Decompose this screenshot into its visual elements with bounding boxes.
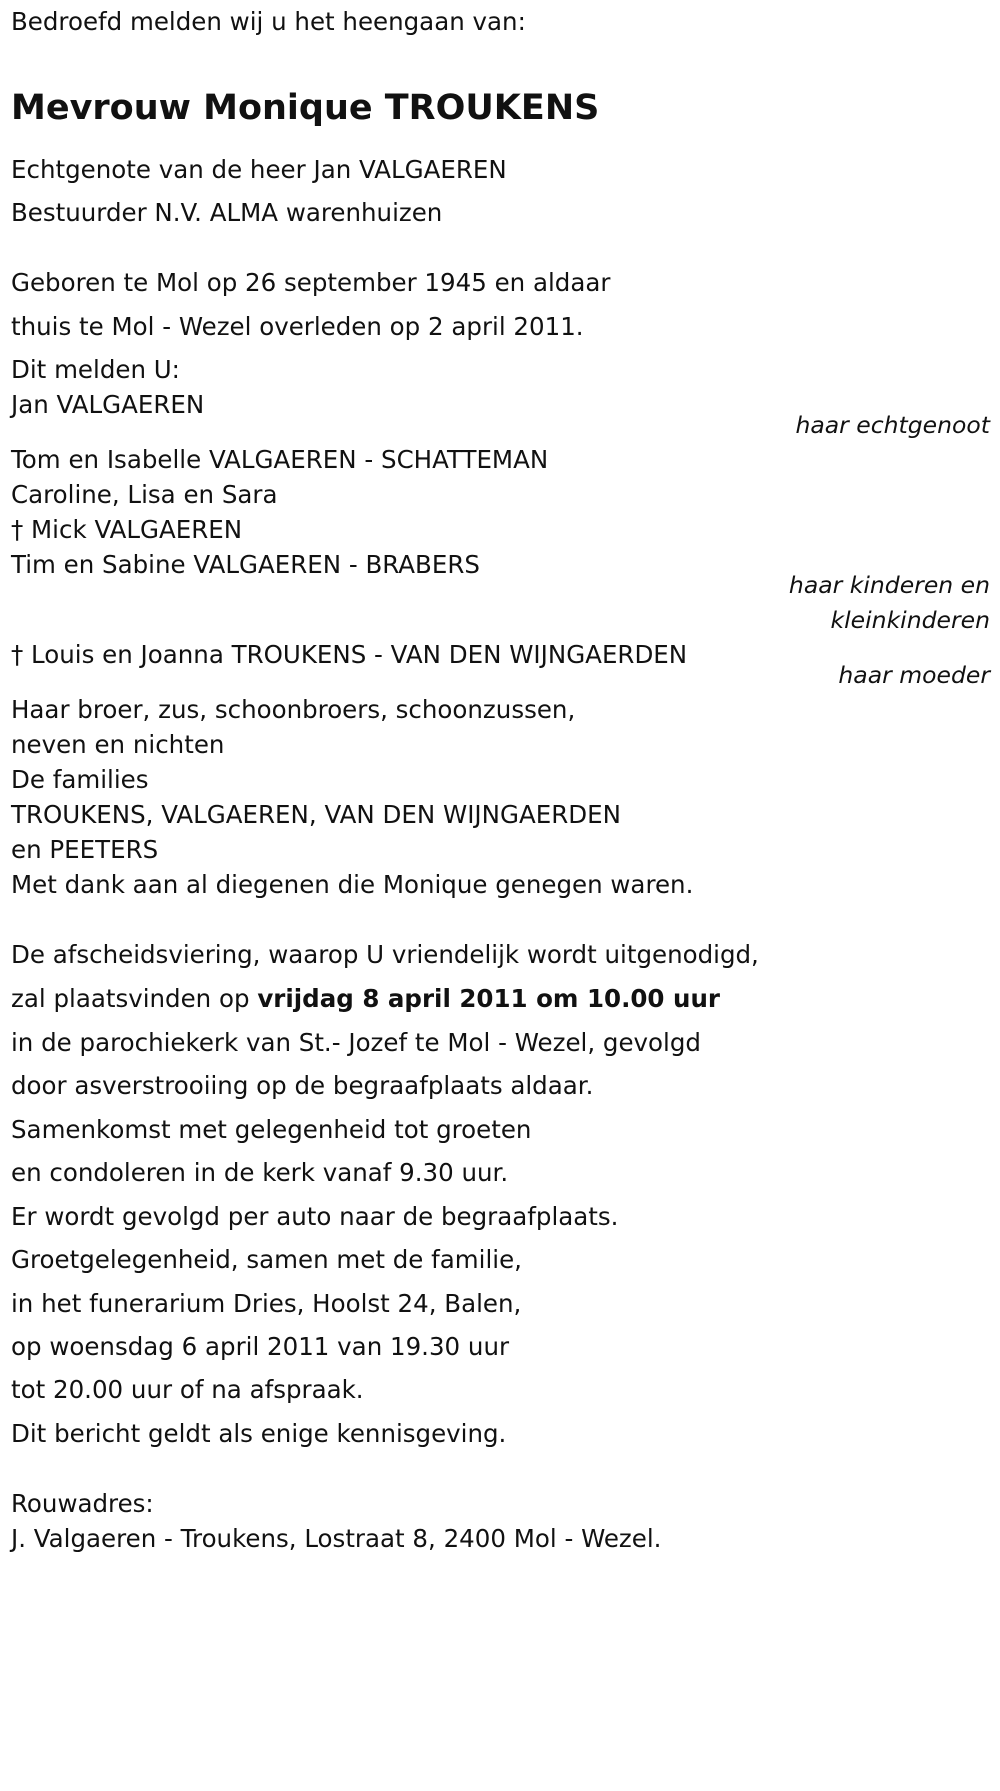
child-3-name: Tim en Sabine VALGAEREN - BRABERS bbox=[11, 550, 480, 579]
parents-line bbox=[11, 640, 687, 670]
ceremony-line-10: op woensdag 6 april 2011 van 19.30 uur bbox=[11, 1332, 510, 1361]
relatives-line-1: Haar broer, zus, schoonbroers, schoonzussen, bbox=[11, 695, 576, 724]
occupation-line: Bestuurder N.V. ALMA warenhuizen bbox=[11, 198, 443, 227]
parents-names: Louis en Joanna TROUKENS - VAN DEN WIJNGAERDEN bbox=[31, 640, 688, 669]
deceased-name: Mevrouw Monique TROUKENS bbox=[11, 88, 600, 128]
ceremony-line-1: De afscheidsviering, waarop U vriendelijk wordt uitgenodigd, bbox=[11, 940, 759, 969]
grandchildren-names: Caroline, Lisa en Sara bbox=[11, 480, 278, 509]
address-value: J. Valgaeren - Troukens, Lostraat 8, 2400 Mol - Wezel. bbox=[11, 1524, 662, 1553]
thanks-line: Met dank aan al diegenen die Monique genegen waren. bbox=[11, 870, 694, 899]
ceremony-line-2-prefix: zal plaatsvinden op bbox=[11, 984, 258, 1013]
cross-icon: † bbox=[11, 515, 24, 544]
ceremony-date-time: vrijdag 8 april 2011 om 10.00 uur bbox=[257, 984, 720, 1013]
announced-by-label: Dit melden U: bbox=[11, 355, 180, 384]
birth-line: Geboren te Mol op 26 september 1945 en aldaar bbox=[11, 268, 611, 297]
ceremony-line-12: Dit bericht geldt als enige kennisgeving. bbox=[11, 1419, 507, 1448]
intro-text: Bedroefd melden wij u het heengaan van: bbox=[11, 7, 526, 36]
husband-name: Jan VALGAEREN bbox=[11, 390, 205, 419]
spouse-line: Echtgenote van de heer Jan VALGAEREN bbox=[11, 155, 507, 184]
cross-icon: † bbox=[11, 640, 24, 669]
families-names-2: en PEETERS bbox=[11, 835, 159, 864]
child-2-line bbox=[11, 515, 242, 545]
ceremony-line-7: Er wordt gevolgd per auto naar de begraafplaats. bbox=[11, 1202, 619, 1231]
ceremony-line-11: tot 20.00 uur of na afspraak. bbox=[11, 1375, 364, 1404]
families-label: De families bbox=[11, 765, 149, 794]
ceremony-line-2 bbox=[11, 984, 720, 1014]
ceremony-line-6: en condoleren in de kerk vanaf 9.30 uur. bbox=[11, 1158, 509, 1187]
ceremony-line-3: in de parochiekerk van St.- Jozef te Mol - Wezel, gevolgd bbox=[11, 1028, 701, 1057]
ceremony-line-9: in het funerarium Dries, Hoolst 24, Balen, bbox=[11, 1289, 522, 1318]
husband-role: haar echtgenoot bbox=[795, 411, 990, 439]
ceremony-line-8: Groetgelegenheid, samen met de familie, bbox=[11, 1245, 522, 1274]
children-role-line-2: kleinkinderen bbox=[830, 606, 990, 634]
families-names-1: TROUKENS, VALGAEREN, VAN DEN WIJNGAERDEN bbox=[11, 800, 621, 829]
child-1-name: Tom en Isabelle VALGAEREN - SCHATTEMAN bbox=[11, 445, 549, 474]
address-label: Rouwadres: bbox=[11, 1489, 154, 1518]
children-role-line-1: haar kinderen en bbox=[788, 571, 990, 599]
mother-role: haar moeder bbox=[838, 661, 990, 689]
death-line: thuis te Mol - Wezel overleden op 2 april 2011. bbox=[11, 312, 584, 341]
relatives-line-2: neven en nichten bbox=[11, 730, 225, 759]
ceremony-line-5: Samenkomst met gelegenheid tot groeten bbox=[11, 1115, 532, 1144]
child-2-name: Mick VALGAEREN bbox=[31, 515, 243, 544]
ceremony-line-4: door asverstrooiing op de begraafplaats aldaar. bbox=[11, 1071, 594, 1100]
